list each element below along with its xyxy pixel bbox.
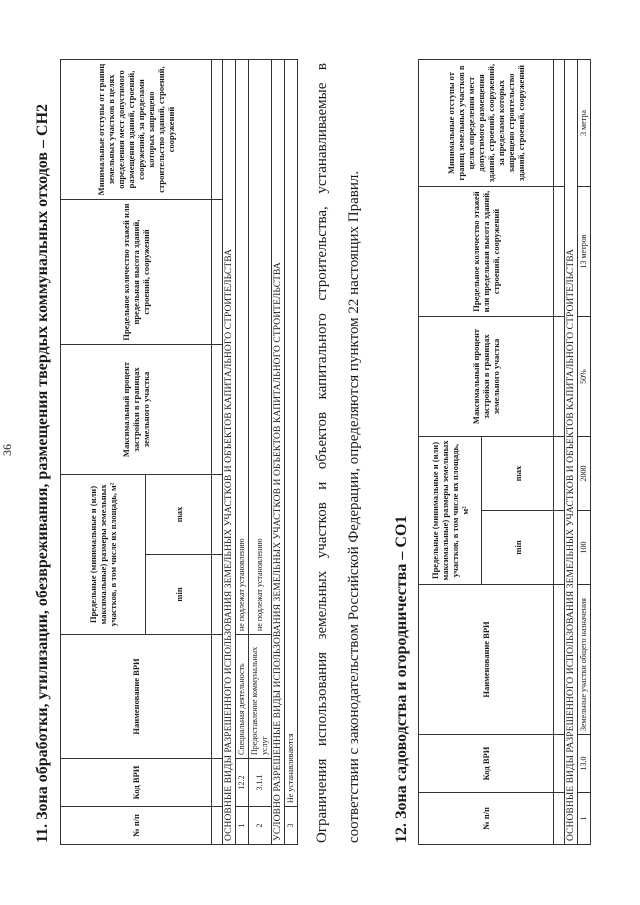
col-max-header: max: [146, 475, 212, 555]
row-note: не подлежат установлению: [249, 60, 272, 635]
main-uses-header: ОСНОВНЫЕ ВИДЫ РАЗРЕШЕННОГО ИСПОЛЬЗОВАНИЯ ЗЕМЕЛЬНЫХ УЧАСТКОВ И ОБЪЕКТОВ КАПИТАЛЬНОГО СТРОИТЕЛЬСТВА: [223, 60, 236, 845]
main-uses-header: ОСНОВНЫЕ ВИДЫ РАЗРЕШЕННОГО ИСПОЛЬЗОВАНИЯ ЗЕМЕЛЬНЫХ УЧАСТКОВ И ОБЪЕКТОВ КАПИТАЛЬНОГО СТРОИТЕЛЬСТВА: [565, 60, 578, 845]
table-row: [236, 60, 249, 845]
col-floors-header: Предельное количество этажей или предельная высота зданий, строений, сооружений: [61, 200, 212, 345]
col-size-header: Предельные (минимальные и (или) максимальные) размеры земельных участков, в том числе их площадь, м²: [419, 437, 482, 585]
col-size-header: Предельные (минимальные и (или) максимальные) размеры земельных участков, в том числе их площадь, м²: [61, 475, 146, 635]
col-name-header: Наименование ВРИ: [61, 635, 212, 759]
row-setback: 3 метра: [578, 60, 591, 187]
col-setback-header: Минимальные отступы от границ земельных участков в целях определения мест допустимого размещения зданий, строений, сооружений, за пределами которых запрещено строительство зданий, строений, сооружений: [419, 60, 554, 187]
row-code: 13.0: [578, 735, 591, 793]
row-note: не подлежат установлению: [236, 60, 249, 635]
table-row: [578, 60, 591, 845]
row-max: 2000: [578, 437, 591, 511]
restrictions-paragraph-line2: соответствии с законодательством Российской Федерации, определяются пунктом 22 настоящих Правил.: [346, 170, 362, 843]
restrictions-paragraph-line1: Ограничения использования земельных участков и объектов капитального строительства, устанавливаемые в: [314, 63, 330, 843]
col-num-header: № п/п: [419, 793, 554, 845]
table-row: [249, 60, 272, 845]
row-num: 1: [578, 793, 591, 845]
col-max-header: max: [482, 437, 554, 511]
col-setback-header: Минимальные отступы от границ земельных участков в целях определения мест допустимого размещения зданий, строений, сооружений, за пределами которых запрещено строительство зданий, строений, сооружений: [61, 60, 212, 200]
row-floors: 13 метров: [578, 187, 591, 317]
row-code: 12.2: [236, 759, 249, 807]
table-row: [285, 60, 298, 845]
col-percent-header: Максимальный процент застройки в границах земельного участка: [61, 345, 212, 475]
zone-so1-table: [418, 59, 591, 845]
col-code-header: Код ВРИ: [419, 735, 554, 793]
col-min-header: min: [146, 555, 212, 635]
section-11-heading: 11. Зона обработки, утилизации, обезвреживания, размещения твердых коммунальных отходов – СН2: [34, 103, 51, 843]
col-percent-header: Максимальный процент застройки в границах земельного участка: [419, 317, 554, 437]
col-floors-header: Предельное количество этажей или предельная высота зданий, строений, сооружений: [419, 187, 554, 317]
row-text: Не устанавливаются: [285, 60, 298, 807]
zone-sn2-table: [60, 59, 298, 845]
col-name-header: Наименование ВРИ: [419, 585, 554, 735]
row-num: 1: [236, 807, 249, 845]
row-num: 3: [285, 807, 298, 845]
row-num: 2: [249, 807, 272, 845]
col-num-header: № п/п: [61, 807, 212, 845]
row-name: Предоставление коммунальных услуг: [249, 635, 272, 759]
row-name: Специальная деятельность: [236, 635, 249, 759]
row-min: 100: [578, 511, 591, 585]
conditional-uses-header: УСЛОВНО РАЗРЕШЕННЫЕ ВИДЫ ИСПОЛЬЗОВАНИЯ ЗЕМЕЛЬНЫХ УЧАСТКОВ И ОБЪЕКТОВ КАПИТАЛЬНОГО СТРОИТЕЛЬСТВА: [272, 60, 285, 845]
row-name: Земельные участки общего назначения: [578, 585, 591, 735]
page-number: 36: [0, 444, 14, 456]
col-min-header: min: [482, 511, 554, 585]
section-12-heading: 12. Зона садоводства и огородничества – СО1: [393, 515, 410, 843]
row-percent: 50%: [578, 317, 591, 437]
col-code-header: Код ВРИ: [61, 759, 212, 807]
row-code: 3.1.1: [249, 759, 272, 807]
